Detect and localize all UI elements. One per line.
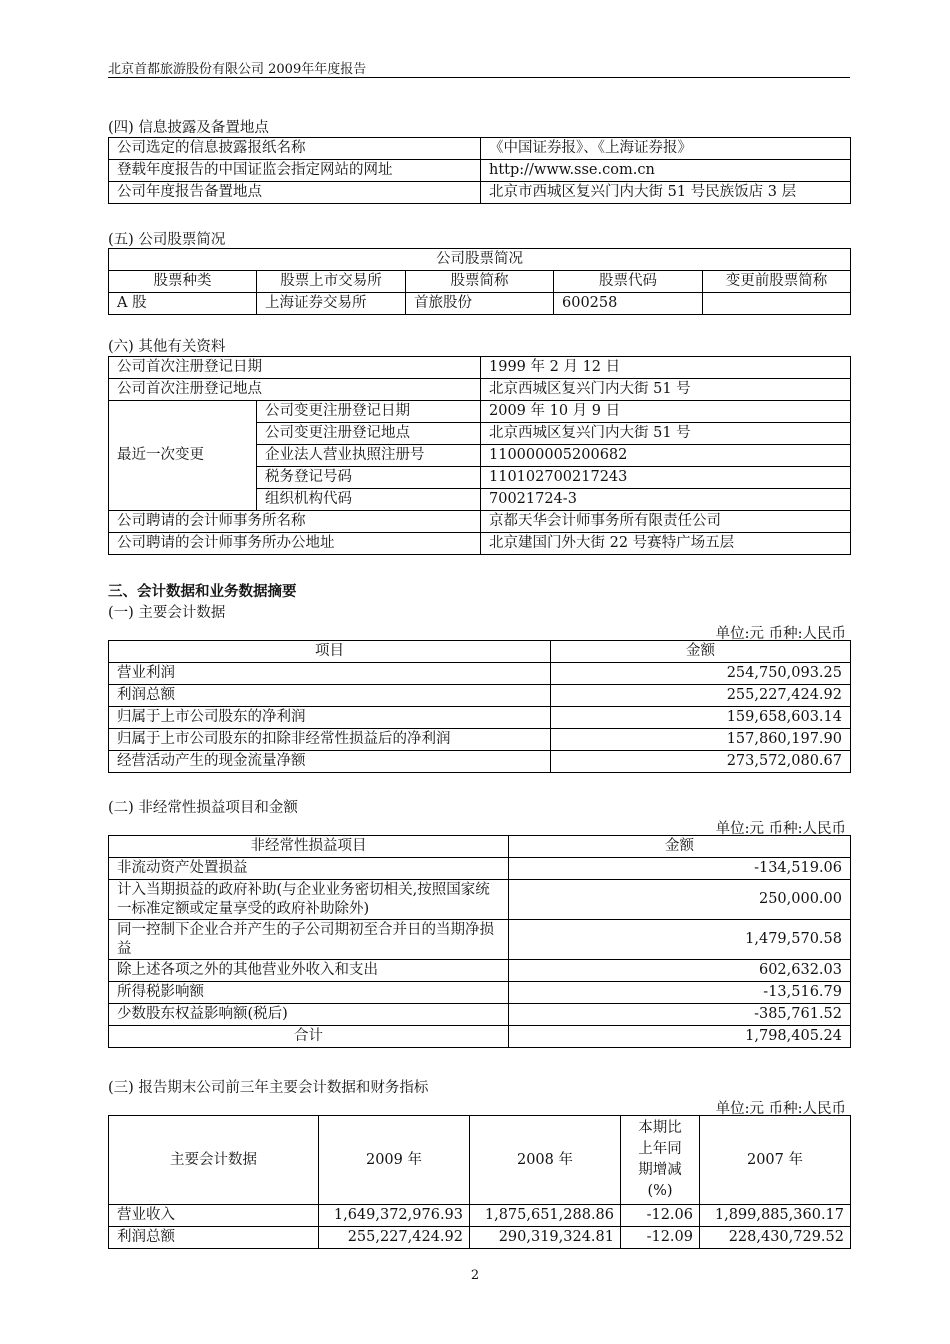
column-header: 股票简称 (406, 271, 554, 293)
section-other-title: (六) 其他有关资料 (108, 339, 226, 355)
table-row (109, 1004, 851, 1026)
amount-2008: 1,875,651,288.86 (470, 1205, 621, 1227)
table-row (109, 960, 851, 982)
amount-2007: 228,430,729.52 (700, 1227, 851, 1249)
recent-change-value: 2009 年 10 月 9 日 (481, 401, 851, 423)
auditor-address: 北京建国门外大街 22 号赛特广场五层 (481, 533, 851, 555)
column-header: 2009 年 (319, 1116, 470, 1205)
column-header: 股票代码 (554, 271, 703, 293)
item-label: 利润总额 (109, 685, 551, 707)
column-header: 非经常性损益项目 (109, 836, 509, 858)
column-header: 金额 (551, 641, 851, 663)
table-header-row (109, 836, 851, 858)
amount: 254,750,093.25 (551, 663, 851, 685)
recent-change-value: 110000005200682 (481, 445, 851, 467)
table-row (109, 160, 851, 182)
disclosure-table (108, 137, 851, 204)
item-label: 经营活动产生的现金流量净额 (109, 751, 551, 773)
column-header: 金额 (509, 836, 851, 858)
column-header: 变更前股票简称 (703, 271, 851, 293)
stock-table-title: 公司股票简况 (109, 249, 851, 271)
disclosure-value: 北京市西城区复兴门内大街 51 号民族饭店 3 层 (481, 182, 851, 204)
report-header: 北京首都旅游股份有限公司 2009年年度报告 (108, 62, 367, 77)
recent-change-item: 组织机构代码 (257, 489, 481, 511)
table-row (109, 729, 851, 751)
table-row (109, 663, 851, 685)
item-label: 利润总额 (109, 1227, 319, 1249)
table-row (109, 707, 851, 729)
section-disclosure-title: (四) 信息披露及备置地点 (108, 120, 269, 136)
stock-type: A 股 (109, 293, 257, 315)
table-row (109, 511, 851, 533)
amount: 273,572,080.67 (551, 751, 851, 773)
change-percent: -12.06 (621, 1205, 700, 1227)
item-label: 除上述各项之外的其他营业外收入和支出 (109, 960, 509, 982)
unit-label: 单位:元 币种:人民币 (715, 626, 846, 642)
section-three-year-title: (三) 报告期末公司前三年主要会计数据和财务指标 (108, 1080, 429, 1096)
auditor-name: 京都天华会计师事务所有限责任公司 (481, 511, 851, 533)
column-header: 主要会计数据 (109, 1116, 319, 1205)
table-row (109, 982, 851, 1004)
auditor-address-label: 公司聘请的会计师事务所办公地址 (109, 533, 481, 555)
amount-2009: 1,649,372,976.93 (319, 1205, 470, 1227)
table-header-row (109, 1116, 851, 1205)
nonrecurring-table (108, 835, 851, 1048)
column-header: 项目 (109, 641, 551, 663)
page-number: 2 (470, 1268, 480, 1283)
recent-change-item: 税务登记号码 (257, 467, 481, 489)
item-label: 少数股东权益影响额(税后) (109, 1004, 509, 1026)
unit-label: 单位:元 币种:人民币 (715, 1101, 846, 1117)
item-label: 非流动资产处置损益 (109, 858, 509, 880)
disclosure-label: 登载年度报告的中国证监会指定网站的网址 (109, 160, 481, 182)
table-row (109, 401, 851, 423)
table-row (109, 249, 851, 271)
other-info-table (108, 356, 851, 555)
first-registration-date-label: 公司首次注册登记日期 (109, 357, 481, 379)
column-header: 股票上市交易所 (257, 271, 406, 293)
disclosure-value: http://www.sse.com.cn (481, 160, 851, 182)
table-row (109, 293, 851, 315)
amount: 602,632.03 (509, 960, 851, 982)
amount-2007: 1,899,885,360.17 (700, 1205, 851, 1227)
unit-label: 单位:元 币种:人民币 (715, 821, 846, 837)
amount: 255,227,424.92 (551, 685, 851, 707)
table-row (109, 182, 851, 204)
amount: -385,761.52 (509, 1004, 851, 1026)
table-row (109, 751, 851, 773)
item-label: 营业收入 (109, 1205, 319, 1227)
amount: 157,860,197.90 (551, 729, 851, 751)
three-year-table (108, 1115, 851, 1249)
column-header: 2008 年 (470, 1116, 621, 1205)
table-row (109, 1205, 851, 1227)
total-label: 合计 (109, 1026, 509, 1048)
amount: 159,658,603.14 (551, 707, 851, 729)
table-header-row (109, 641, 851, 663)
amount-2009: 255,227,424.92 (319, 1227, 470, 1249)
table-row (109, 379, 851, 401)
section-main-data-title: (一) 主要会计数据 (108, 605, 226, 621)
table-row (109, 880, 851, 920)
table-row (109, 685, 851, 707)
item-label: 所得税影响额 (109, 982, 509, 1004)
first-registration-date: 1999 年 2 月 12 日 (481, 357, 851, 379)
table-row (109, 533, 851, 555)
disclosure-label: 公司选定的信息披露报纸名称 (109, 138, 481, 160)
first-registration-place-label: 公司首次注册登记地点 (109, 379, 481, 401)
item-label: 归属于上市公司股东的扣除非经常性损益后的净利润 (109, 729, 551, 751)
main-data-table (108, 640, 851, 773)
total-amount: 1,798,405.24 (509, 1026, 851, 1048)
auditor-name-label: 公司聘请的会计师事务所名称 (109, 511, 481, 533)
column-header: 本期比上年同期增减(%) (621, 1116, 700, 1205)
section-nonrecurring-title: (二) 非经常性损益项目和金额 (108, 800, 298, 816)
section-stock-title: (五) 公司股票简况 (108, 232, 226, 248)
amount: -134,519.06 (509, 858, 851, 880)
recent-change-label: 最近一次变更 (109, 401, 257, 511)
item-label: 归属于上市公司股东的净利润 (109, 707, 551, 729)
header-rule (108, 77, 850, 78)
table-row (109, 138, 851, 160)
disclosure-value: 《中国证券报》、《上海证券报》 (481, 138, 851, 160)
amount: 250,000.00 (509, 880, 851, 920)
recent-change-item: 企业法人营业执照注册号 (257, 445, 481, 467)
disclosure-label: 公司年度报告备置地点 (109, 182, 481, 204)
stock-exchange: 上海证券交易所 (257, 293, 406, 315)
column-header: 2007 年 (700, 1116, 851, 1205)
stock-table (108, 248, 851, 315)
table-row (109, 920, 851, 960)
amount: 1,479,570.58 (509, 920, 851, 960)
item-label: 同一控制下企业合并产生的子公司期初至合并日的当期净损益 (109, 920, 509, 960)
amount: -13,516.79 (509, 982, 851, 1004)
table-row (109, 1227, 851, 1249)
item-label: 计入当期损益的政府补助(与企业业务密切相关,按照国家统一标准定额或定量享受的政府补助除外) (109, 880, 509, 920)
change-percent: -12.09 (621, 1227, 700, 1249)
column-header: 股票种类 (109, 271, 257, 293)
table-row (109, 858, 851, 880)
first-registration-place: 北京西城区复兴门内大街 51 号 (481, 379, 851, 401)
recent-change-item: 公司变更注册登记地点 (257, 423, 481, 445)
item-label: 营业利润 (109, 663, 551, 685)
recent-change-value: 北京西城区复兴门内大街 51 号 (481, 423, 851, 445)
amount-2008: 290,319,324.81 (470, 1227, 621, 1249)
stock-short-name: 首旅股份 (406, 293, 554, 315)
section-accounting-title: 三、会计数据和业务数据摘要 (108, 583, 297, 600)
table-total-row (109, 1026, 851, 1048)
recent-change-item: 公司变更注册登记日期 (257, 401, 481, 423)
table-row (109, 357, 851, 379)
recent-change-value: 110102700217243 (481, 467, 851, 489)
recent-change-value: 70021724-3 (481, 489, 851, 511)
table-header-row (109, 271, 851, 293)
stock-previous-name (703, 293, 851, 315)
stock-code: 600258 (554, 293, 703, 315)
